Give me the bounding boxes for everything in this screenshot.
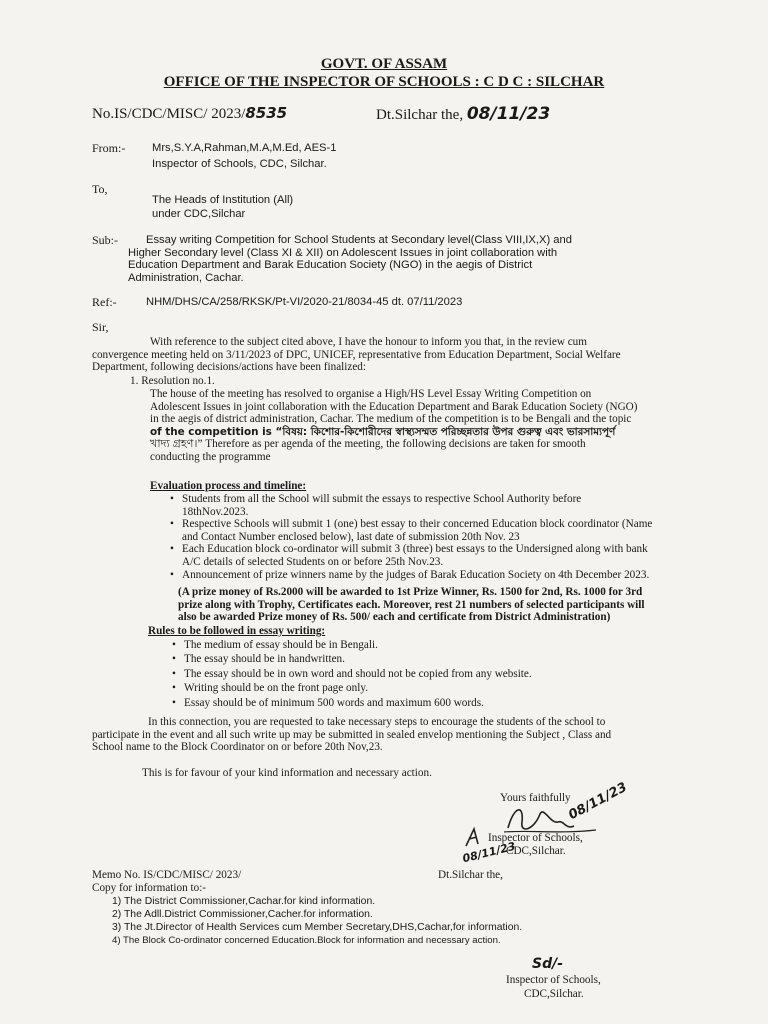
office-heading: OFFICE OF THE INSPECTOR OF SCHOOLS : C D C : SILCHAR [163,74,605,90]
resolution-line: খাদ্য গ্রহণ।” Therefore as per agenda of the meeting, the following decisions are taken for smooth [150,438,586,451]
sub-label: Sub:- [92,233,119,247]
evaluation-item-text: and Contact Number enclosed below), last date of submission 20th Nov. 23 [182,530,520,543]
letter-date-text: Dt.Silchar the, [376,107,464,123]
intro-line: With reference to the subject cited above, I have the honour to inform you that, in the review cum [150,336,587,348]
copy-item: 4) The Block Co-ordinator concerned Education.Block for information and necessary action. [112,935,501,946]
to-line-1: The Heads of Institution (All) [152,194,294,206]
salutation: Sir, [92,320,109,334]
prize-line: prize along with Trophy, Certificates each. Moreover, rest 21 numbers of selected participants will [178,598,645,611]
evaluation-item-text: • Announcement of prize winners name by the judges of Barak Education Society on 4th December 2023. [182,568,650,581]
evaluation-item-text: • Respective Schools will submit 1 (one) best essay to their concerned Education block coordinator (Name [182,518,653,531]
connection-line: participate in the event and all such write up may be submitted in sealed envelop mentioning the Subject , Class and [92,728,612,741]
evaluation-list [170,493,730,581]
rule-item: • The essay should be in own word and should not be copied from any website. [172,667,692,681]
to-label: To, [92,182,108,196]
letter-date-handwritten: 08/11/23 [466,104,551,124]
copy-item: 2) The Adll.District Commissioner,Cacher.for information. [112,909,373,920]
letter-number-handwritten: 8535 [245,104,288,122]
signatory-office: CDC,Silchar. [506,845,566,857]
letter-number-text: No.IS/CDC/MISC/ 2023/ [92,106,246,122]
resolution-line: Adolescent Issues in joint collaboration with the Education Department and Barak Education Society (NGO) [150,400,638,413]
resolution-paragraph [150,388,730,464]
copy-item: 3) The Jt.Director of Health Services cum Member Secretary,DHS,Cachar,for information. [112,922,523,933]
resolution-label: 1. Resolution no.1. [130,375,215,387]
rule-item: • Writing should be on the front page only. [172,681,692,695]
from-name: Mrs,S.Y.A,Rahman,M.A,M.Ed, AES-1 [152,142,337,154]
evaluation-item [170,493,730,518]
evaluation-item-text: • Each Education block co-ordinator will submit 3 (three) best essays to the Undersigned along with bank [182,543,648,556]
ref-label: Ref:- [92,295,117,309]
prize-line: also be awarded Prize money of Rs. 500/ each and certificate from District Administration) [178,611,611,624]
from-label: From:- [92,141,126,155]
resolution-topic-line: of the competition is “বিষয়: কিশোর-কিশোরীদের স্বাস্থ্যসম্মত পরিচ্ছন্নতার উপর গুরুত্ব এবং ভারসাম্যপূর্ণ [150,425,616,438]
evaluation-item-text: • Students from all the School will submit the essays to respective School Authority before [182,493,582,505]
evaluation-item [170,569,730,582]
intro-paragraph [92,336,712,374]
connection-line: In this connection, you are requested to take necessary steps to encourage the students of the school to [148,716,606,728]
evaluation-item [170,543,730,568]
favour-line: This is for favour of your kind information and necessary action. [142,767,432,779]
rules-heading: Rules to be followed in essay writing: [148,625,326,637]
resolution-line: The house of the meeting has resolved to organise a High/HS Level Essay Writing Competition on [150,388,592,400]
connection-paragraph [92,716,712,754]
evaluation-item [170,518,730,543]
sd-mark: Sd/- [532,956,564,972]
letter-number [92,104,287,123]
subject-line: Higher Secondary level (Class XI & XII) on Adolescent Issues in joint collaboration with [128,246,558,259]
prize-paragraph [178,586,738,624]
memo-date: Dt.Silchar the, [438,869,503,881]
govt-heading: GOVT. OF ASSAM [320,56,448,72]
evaluation-item-text: A/C details of selected Students on or before 25th Nov.23. [182,555,444,568]
resolution-line: conducting the programme [150,450,271,463]
intro-line: Department, following decisions/actions have been finalized: [92,361,367,374]
rule-item: • Essay should be of minimum 500 words and maximum 600 words. [172,696,692,710]
yours-faithfully: Yours faithfully [500,792,571,804]
signatory2-title: Inspector of Schools, [506,974,601,986]
rule-item: • The medium of essay should be in Bengali. [172,638,692,652]
initial-date: 08/11/23 [461,839,517,866]
memo-number: Memo No. IS/CDC/MISC/ 2023/ [92,869,242,881]
resolution-line: in the aegis of district administration, Cachar. The medium of the competition is to be Bengali and the topic [150,413,632,426]
subject-line: Administration, Cachar. [128,271,244,284]
ref-text: NHM/DHS/CA/258/RKSK/Pt-VI/2020-21/8034-45 dt. 07/11/2023 [146,296,463,308]
signatory-title: Inspector of Schools, [488,832,583,844]
copy-item: 1) The District Commissioner,Cachar.for kind information. [112,896,376,907]
copy-label: Copy for information to:- [92,882,207,894]
copy-list [112,895,672,947]
to-line-2: under CDC,Silchar [152,208,246,220]
letter-date [376,104,550,124]
rules-list [172,638,692,710]
subject-block [128,234,746,284]
intro-line: convergence meeting held on 3/11/2023 of DPC, UNICEF, representative from Education Department, Social Welfare [92,348,621,361]
subject-line: Education Department and Barak Education Society (NGO) in the aegis of District [128,259,533,272]
connection-line: School name to the Block Coordinator on or before 20th Nov,23. [92,741,383,754]
subject-line: Essay writing Competition for School Students at Secondary level(Class VIII,IX,X) and [146,234,572,246]
evaluation-item-text: 18thNov.2023. [182,505,249,518]
prize-line: (A prize money of Rs.2000 will be awarded to 1st Prize Winner, Rs. 1500 for 2nd, Rs. 1000 for 3rd [178,586,643,598]
signatory2-office: CDC,Silchar. [524,988,584,1000]
evaluation-heading: Evaluation process and timeline: [150,480,307,492]
signature-date: 08/11/23 [566,779,630,824]
from-title: Inspector of Schools, CDC, Silchar. [152,158,327,170]
rule-item: • The essay should be in handwritten. [172,652,692,666]
